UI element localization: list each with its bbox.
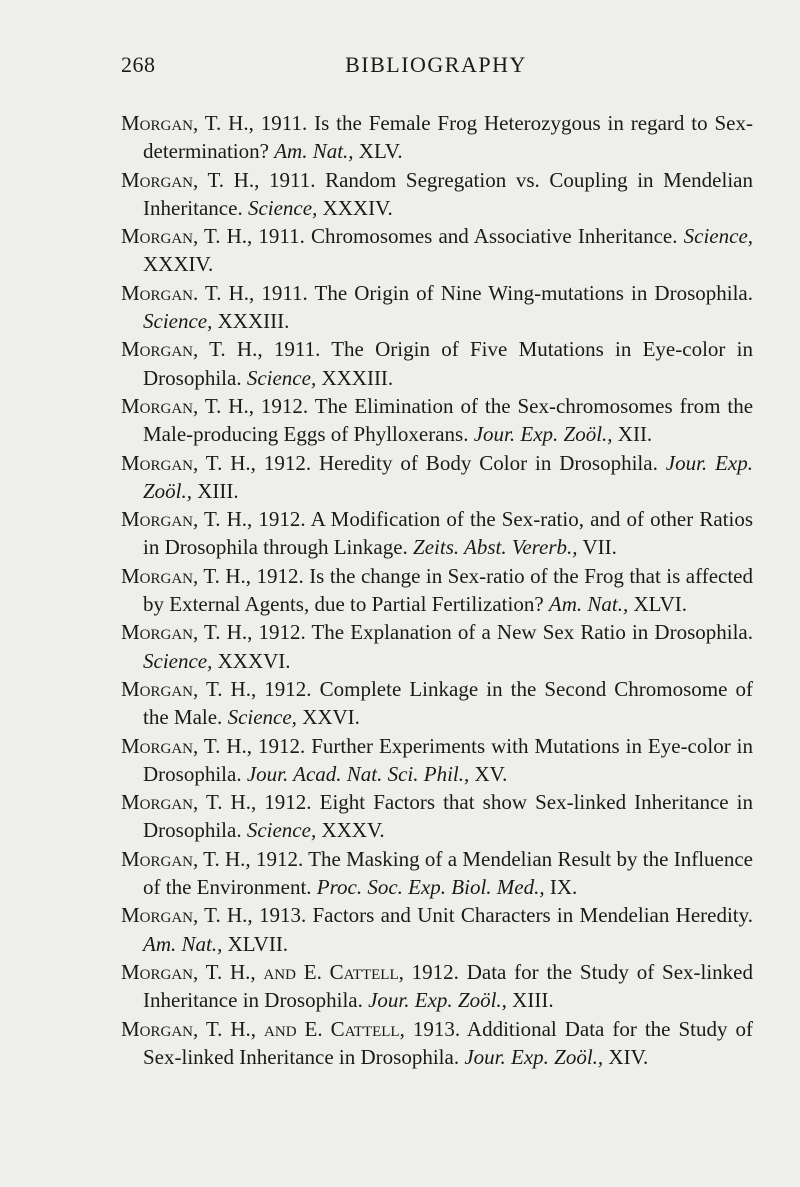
entry-author: Morgan. T. H., 1911. xyxy=(121,280,308,305)
entry-journal: Am. Nat., xyxy=(274,139,354,164)
entry-author: Morgan, T. H., 1912. xyxy=(121,393,309,418)
entry-title: The Masking of a Mendelian Result by the Influence of the Environment. xyxy=(143,846,754,900)
entry-author: Morgan, T. H., 1912. xyxy=(121,790,312,815)
entry-volume: XIII. xyxy=(512,988,554,1013)
entry-journal: Science, xyxy=(227,705,297,730)
bibliography-list xyxy=(121,109,753,1071)
page-number: 268 xyxy=(121,52,156,77)
entry-journal: Science, xyxy=(246,365,317,390)
entry-author: Morgan, T. H., and E. Cattell, 1913. xyxy=(121,1016,461,1041)
entry-volume: XXXIV. xyxy=(143,252,214,277)
bibliography-entry xyxy=(121,166,753,223)
entry-author: Morgan, T. H., 1912. xyxy=(121,507,306,532)
entry-author: Morgan, T. H., 1912. xyxy=(121,450,312,475)
bibliography-entry xyxy=(121,958,753,1015)
bibliography-entry xyxy=(121,675,753,732)
bibliography-entry xyxy=(121,562,753,619)
entry-journal: Science, xyxy=(683,224,754,249)
entry-volume: XIII. xyxy=(197,478,239,503)
bibliography-entry xyxy=(121,449,753,506)
entry-volume: XLV. xyxy=(358,139,403,164)
entry-journal: Jour. Acad. Nat. Sci. Phil., xyxy=(246,761,470,786)
entry-volume: XXVI. xyxy=(302,705,360,730)
entry-title: The Origin of Five Mutations in Eye-color in Drosophila. xyxy=(143,337,753,390)
bibliography-entry xyxy=(121,1015,753,1072)
entry-journal: Am. Nat., xyxy=(548,592,629,617)
entry-journal: Jour. Exp. Zoöl., xyxy=(473,422,613,447)
bibliography-entry xyxy=(121,335,753,392)
entry-title: Chromosomes and Associative Inheritance. xyxy=(311,224,678,249)
entry-author: Morgan, T. H., 1912. xyxy=(121,733,306,758)
entry-journal: Zeits. Abst. Vererb., xyxy=(413,535,578,560)
entry-journal: Jour. Exp. Zoöl., xyxy=(143,450,753,503)
entry-title: The Elimination of the Sex-chromosomes from the Male-producing Eggs of Phylloxerans. xyxy=(143,393,754,447)
bibliography-entry xyxy=(121,788,753,845)
entry-title: Additional Data for the Study of Sex-linked Inheritance in Drosophila. xyxy=(143,1016,753,1069)
entry-title: The Explanation of a New Sex Ratio in Drosophila. xyxy=(311,620,753,645)
bibliography-entry xyxy=(121,505,753,562)
bibliography-entry xyxy=(121,222,753,279)
bibliography-entry xyxy=(121,109,753,166)
entry-journal: Science, xyxy=(246,818,317,843)
entry-title: A Modification of the Sex-ratio, and of other Ratios in Drosophila through Linkage. xyxy=(143,507,754,560)
bibliography-entry xyxy=(121,279,753,336)
entry-volume: XXXIII. xyxy=(321,365,394,390)
entry-journal: Proc. Soc. Exp. Biol. Med., xyxy=(316,875,545,900)
entry-author: Morgan, T. H., 1911. xyxy=(121,167,316,192)
entry-title: Is the change in Sex-ratio of the Frog that is affected by External Agents, due to Partial Fertilization? xyxy=(143,563,753,617)
entry-title: Eight Factors that show Sex-linked Inheritance in Drosophila. xyxy=(143,790,753,843)
entry-title: Complete Linkage in the Second Chromosome of the Male. xyxy=(143,676,754,730)
entry-volume: VII. xyxy=(582,535,617,560)
entry-author: Morgan, T. H., 1912. xyxy=(121,620,306,645)
entry-author: Morgan, T. H., 1912. xyxy=(121,846,304,871)
entry-author: Morgan, T. H., 1911. xyxy=(121,337,321,362)
entry-volume: XV. xyxy=(474,761,508,786)
entry-volume: XXXV. xyxy=(321,818,385,843)
page-header xyxy=(121,52,751,86)
bibliography-entry xyxy=(121,901,753,958)
entry-journal: Jour. Exp. Zoöl., xyxy=(368,988,507,1013)
entry-title: Is the Female Frog Heterozygous in regard to Sex-determination? xyxy=(143,111,753,164)
entry-title: Further Experiments with Mutations in Eye-color in Drosophila. xyxy=(143,733,754,786)
bibliography-entry xyxy=(121,732,753,789)
entry-volume: XXXIV. xyxy=(322,195,393,220)
entry-author: Morgan, T. H., 1911. xyxy=(121,111,308,135)
entry-author: Morgan, T. H., 1913. xyxy=(121,903,307,928)
running-title: BIBLIOGRAPHY xyxy=(345,52,527,77)
bibliography-entry xyxy=(121,618,753,675)
entry-volume: IX. xyxy=(549,875,578,900)
entry-journal: Science, xyxy=(143,309,213,334)
entry-title: Random Segregation vs. Coupling in Mendelian Inheritance. xyxy=(143,167,753,220)
entry-title: Heredity of Body Color in Drosophila. xyxy=(319,450,658,475)
entry-author: Morgan, T. H., 1911. xyxy=(121,224,305,249)
entry-title: Factors and Unit Characters in Mendelian Heredity. xyxy=(312,903,754,928)
entry-author: Morgan, T. H., and E. Cattell, 1912. xyxy=(121,959,459,984)
entry-author: Morgan, T. H., 1912. xyxy=(121,676,312,701)
entry-author: Morgan, T. H., 1912. xyxy=(121,563,304,588)
entry-title: The Origin of Nine Wing-mutations in Drosophila. xyxy=(314,280,753,305)
entry-journal: Jour. Exp. Zoöl., xyxy=(464,1044,604,1069)
entry-volume: XIV. xyxy=(608,1044,649,1069)
entry-title: Data for the Study of Sex-linked Inheritance in Drosophila. xyxy=(143,959,753,1013)
bibliography-entry xyxy=(121,392,753,449)
entry-volume: XLVII. xyxy=(227,931,289,956)
entry-journal: Am. Nat., xyxy=(143,931,223,956)
entry-journal: Science, xyxy=(143,648,213,673)
entry-journal: Science, xyxy=(247,195,318,220)
entry-volume: XII. xyxy=(617,422,653,447)
entry-volume: XLVI. xyxy=(633,592,687,617)
entry-volume: XXXIII. xyxy=(217,309,290,334)
bibliography-entry xyxy=(121,845,753,902)
entry-volume: XXXVI. xyxy=(217,648,291,673)
